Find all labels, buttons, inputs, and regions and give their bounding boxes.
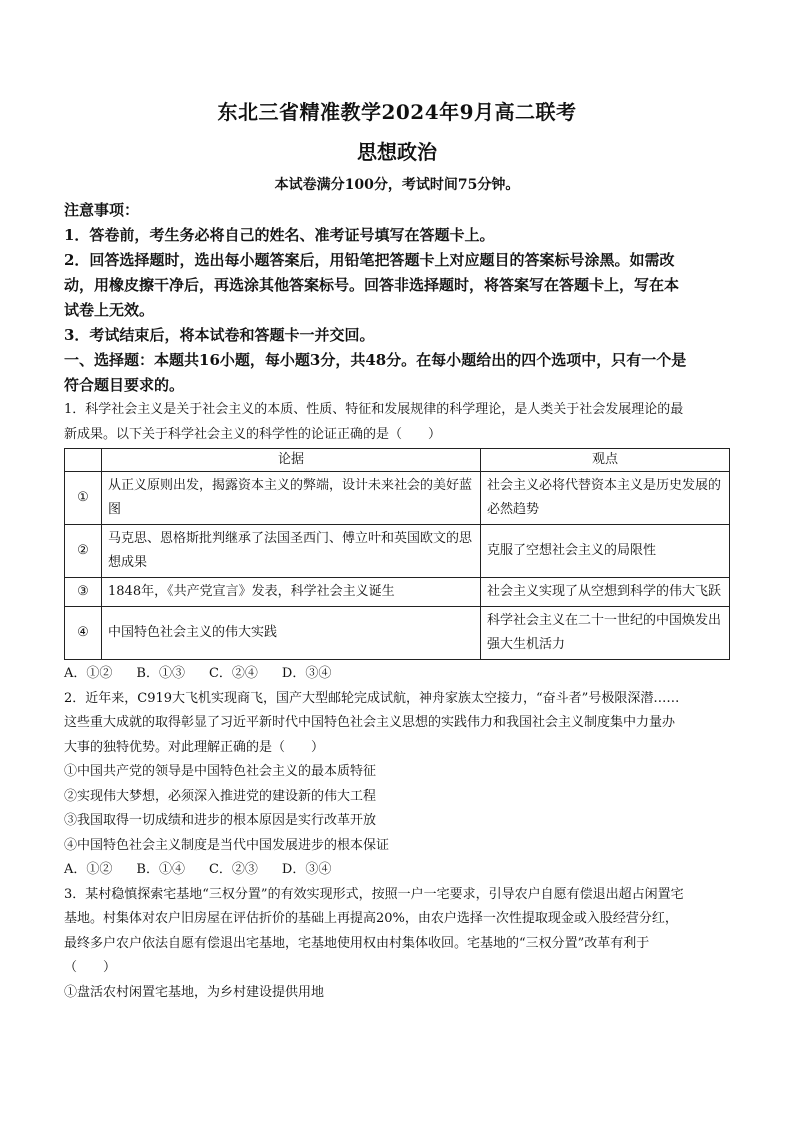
question-3-stem: （ ） bbox=[64, 960, 117, 975]
row-number: ④ bbox=[65, 607, 102, 660]
question-1-options bbox=[64, 662, 730, 687]
argument-cell: 从正义原则出发，揭露资本主义的弊端，设计未来社会的美好蓝图 bbox=[102, 472, 481, 525]
instruction-line: 试卷上无效。 bbox=[64, 301, 155, 319]
option-a: A．①② bbox=[64, 666, 113, 681]
viewpoint-cell: 社会主义必将代替资本主义是历史发展的必然趋势 bbox=[481, 472, 730, 525]
option-d: D．③④ bbox=[281, 666, 332, 681]
question-2-stem: 这些重大成就的取得彰显了习近平新时代中国特色社会主义思想的实践伟力和我国社会主义制度集中力量办 bbox=[64, 715, 676, 730]
viewpoint-cell: 克服了空想社会主义的局限性 bbox=[481, 525, 730, 578]
table-header-cell: 论据 bbox=[102, 449, 481, 472]
viewpoint-cell: 社会主义实现了从空想到科学的伟大飞跃 bbox=[481, 578, 730, 607]
argument-cell: 马克思、恩格斯批判继承了法国圣西门、傅立叶和英国欧文的思想成果 bbox=[102, 525, 481, 578]
question-2-stem: 2．近年来，C919大飞机实现商飞，国产大型邮轮完成试航，神舟家族太空接力，“奋斗者”号极限深潜…… bbox=[64, 690, 680, 706]
option-a: A．①② bbox=[64, 862, 113, 877]
instruction-line: 3．考试结束后，将本试卷和答题卡一并交回。 bbox=[64, 326, 375, 344]
row-number: ① bbox=[65, 472, 102, 525]
argument-cell: 1848年，《共产党宣言》发表，科学社会主义诞生 bbox=[102, 578, 481, 607]
section-heading: 符合题目要求的。 bbox=[64, 376, 185, 394]
question-1-table bbox=[64, 448, 730, 660]
table-row bbox=[65, 472, 730, 525]
table-row bbox=[65, 525, 730, 578]
option-c: C．②③ bbox=[208, 862, 258, 877]
question-3-stem: 最终多户农户依法自愿有偿退出宅基地，宅基地使用权由村集体收回。宅基地的“三权分置”改革有利于 bbox=[64, 935, 650, 951]
table-row bbox=[65, 607, 730, 660]
row-number: ② bbox=[65, 525, 102, 578]
question-2-choice: ②实现伟大梦想，必须深入推进党的建设新的伟大工程 bbox=[64, 788, 377, 804]
option-c: C．②④ bbox=[208, 666, 258, 681]
argument-cell: 中国特色社会主义的伟大实践 bbox=[102, 607, 481, 660]
question-2-options bbox=[64, 858, 730, 883]
table-header-row bbox=[65, 449, 730, 472]
option-d: D．③④ bbox=[281, 862, 332, 877]
instruction-line: 2．回答选择题时，选出每小题答案后，用铅笔把答题卡上对应题目的答案标号涂黑。如需改 bbox=[64, 251, 675, 269]
question-2-stem: 大事的独特优势。对此理解正确的是（ ） bbox=[64, 739, 325, 755]
instruction-line: 动，用橡皮擦干净后，再选涂其他答案标号。回答非选择题时，将答案写在答题卡上，写在本 bbox=[64, 276, 680, 294]
exam-note: 本试卷满分100分，考试时间75分钟。 bbox=[274, 177, 520, 193]
question-2-choice: ③我国取得一切成绩和进步的根本原因是实行改革开放 bbox=[64, 813, 377, 828]
instructions-heading: 注意事项： bbox=[64, 201, 140, 219]
question-2-choice: ④中国特色社会主义制度是当代中国发展进步的根本保证 bbox=[64, 837, 390, 853]
question-1-stem: 1．科学社会主义是关于社会主义的本质、性质、特征和发展规律的科学理论，是人类关于社会发展理论的最 bbox=[64, 402, 684, 417]
subject-title: 思想政治 bbox=[357, 140, 437, 164]
option-b: B．①④ bbox=[136, 862, 185, 877]
exam-body bbox=[64, 198, 730, 1005]
instruction-line: 1．答卷前，考生务必将自己的姓名、准考证号填写在答题卡上。 bbox=[64, 226, 495, 244]
table-header-cell: 观点 bbox=[481, 449, 730, 472]
row-number: ③ bbox=[65, 578, 102, 607]
question-3-stem: 3．某村稳慎探索宅基地“三权分置”的有效实现形式，按照一户一宅要求，引导农户自愿有偿退出超占闲置宅 bbox=[64, 886, 684, 902]
question-3-stem: 基地。村集体对农户旧房屋在评估折价的基础上再提高20%，由农户选择一次性提取现金或入股经营分红， bbox=[64, 911, 678, 926]
question-1-stem: 新成果。以下关于科学社会主义的科学性的论证正确的是（ ） bbox=[64, 426, 442, 442]
option-b: B．①③ bbox=[136, 666, 185, 681]
exam-title: 东北三省精准教学2024年9月高二联考 bbox=[217, 100, 577, 124]
question-3-choice: ①盘活农村闲置宅基地，为乡村建设提供用地 bbox=[64, 984, 325, 1000]
table-header-cell bbox=[65, 449, 102, 472]
viewpoint-cell: 科学社会主义在二十一世纪的中国焕发出强大生机活力 bbox=[481, 607, 730, 660]
question-2-choice: ①中国共产党的领导是中国特色社会主义的最本质特征 bbox=[64, 764, 377, 779]
table-row bbox=[65, 578, 730, 607]
section-heading: 一、选择题：本题共16小题，每小题3分，共48分。在每小题给出的四个选项中，只有一个是 bbox=[64, 351, 687, 369]
